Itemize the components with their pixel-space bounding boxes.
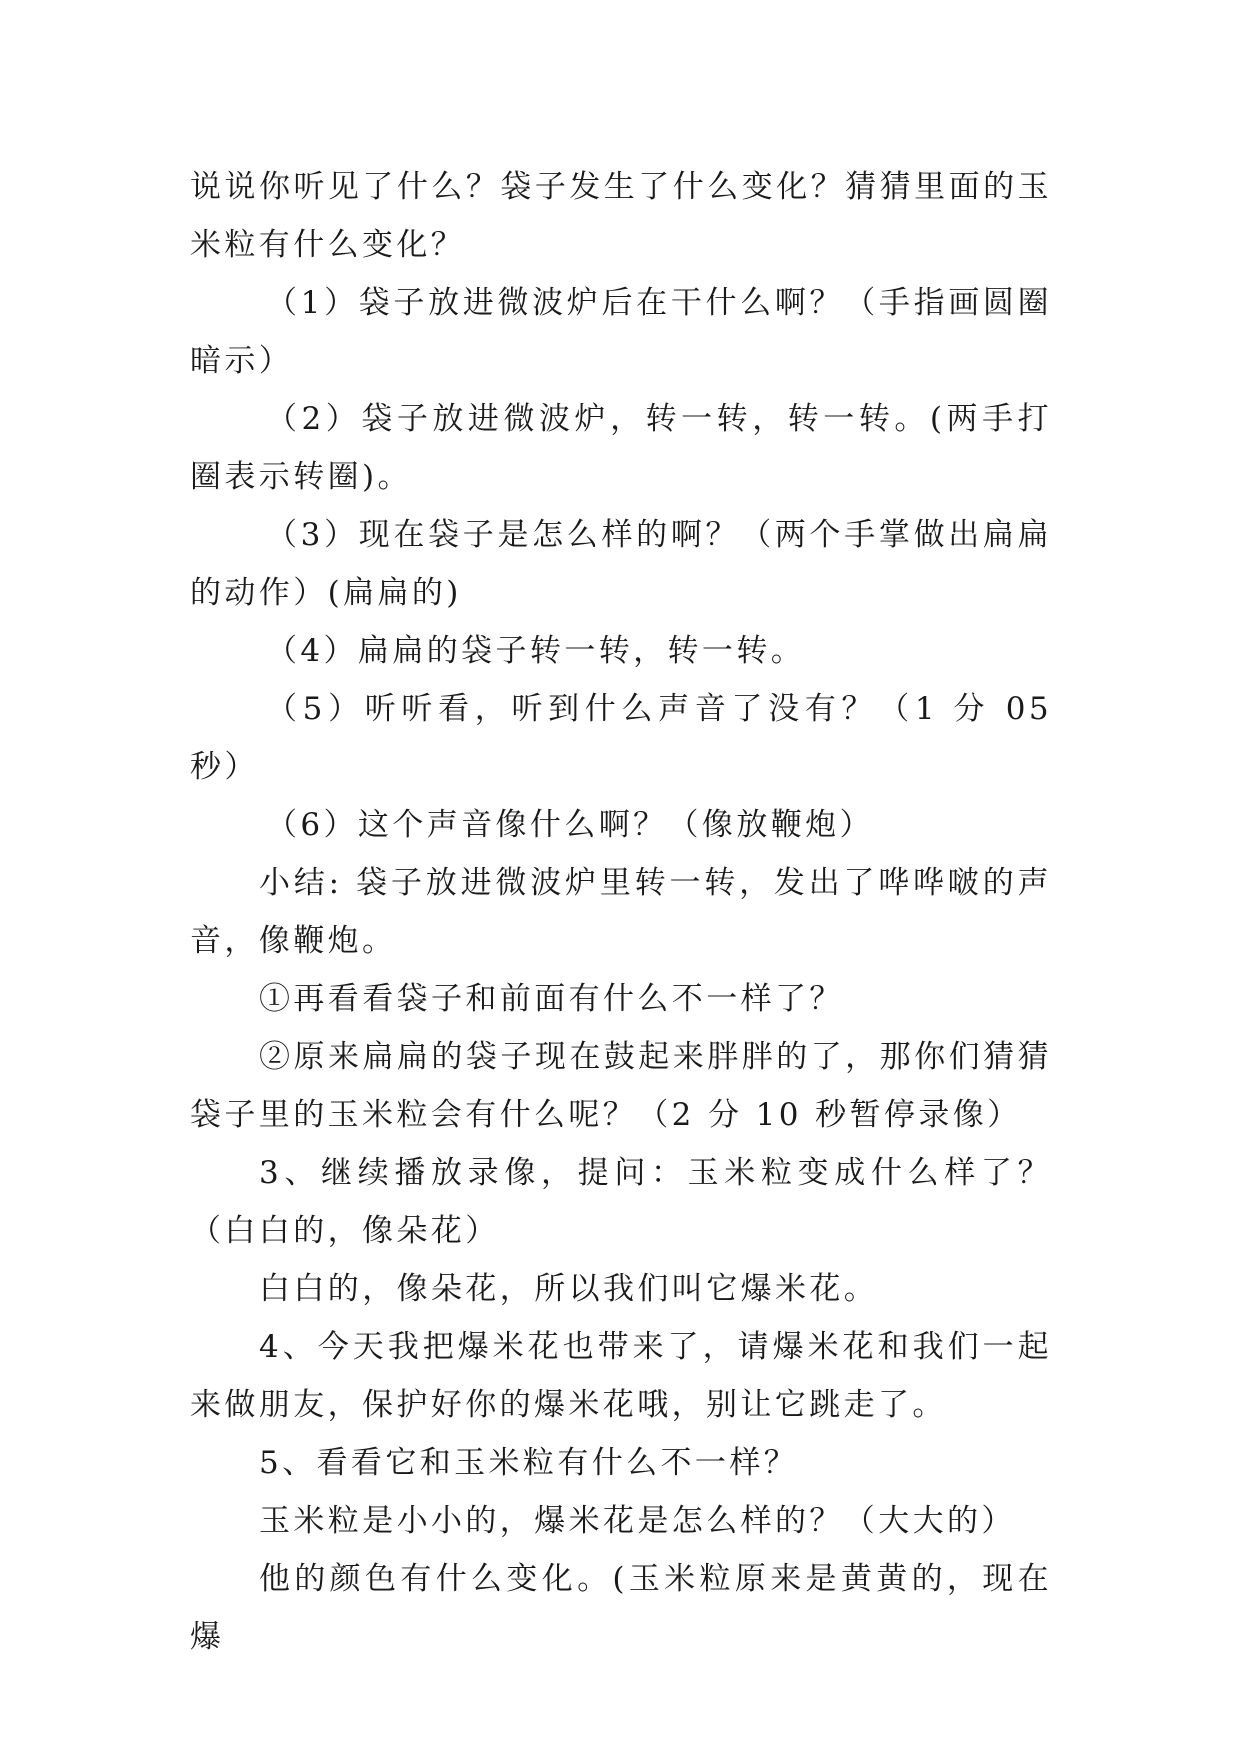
paragraph: （5）听听看，听到什么声音了没有？（1 分 05 秒）: [190, 691, 1052, 785]
paragraph: 5、看看它和玉米粒有什么不一样？: [259, 1445, 799, 1481]
paragraph: ①再看看袋子和前面有什么不一样了？: [259, 981, 844, 1017]
paragraph: （6）这个声音像什么啊？（像放鞭炮）: [266, 807, 874, 843]
paragraph: （4）扁扁的袋子转一转，转一转。: [266, 633, 806, 669]
paragraph: （2）袋子放进微波炉，转一转，转一转。(两手打圈表示转圈)。: [190, 401, 1052, 495]
paragraph: （1）袋子放进微波炉后在干什么啊？（手指画圆圈暗示）: [190, 285, 1052, 379]
summary-paragraph: 小结: 袋子放进微波炉里转一转，发出了哗哗啵的声音，像鞭炮。: [190, 865, 1052, 959]
paragraph: 他的颜色有什么变化。(玉米粒原来是黄黄的，现在爆: [190, 1561, 1052, 1655]
paragraph: 4、今天我把爆米花也带来了，请爆米花和我们一起来做朋友，保护好你的爆米花哦，别让它跳走了。: [190, 1329, 1052, 1423]
paragraph: 3、继续播放录像，提问：玉米粒变成什么样了？（白白的，像朵花）: [190, 1155, 1052, 1249]
document-body: [190, 158, 1052, 1666]
paragraph: ②原来扁扁的袋子现在鼓起来胖胖的了，那你们猜猜袋子里的玉米粒会有什么呢？（2 分 10 秒暂停录像）: [190, 1039, 1052, 1133]
paragraph: 白白的，像朵花，所以我们叫它爆米花。: [259, 1271, 879, 1307]
paragraph: （3）现在袋子是怎么样的啊？（两个手掌做出扁扁的动作）(扁扁的): [190, 517, 1052, 611]
paragraph: 玉米粒是小小的，爆米花是怎么样的？（大大的）: [259, 1503, 1016, 1539]
paragraph: 说说你听见了什么？袋子发生了什么变化？猜猜里面的玉米粒有什么变化？: [190, 169, 1052, 263]
